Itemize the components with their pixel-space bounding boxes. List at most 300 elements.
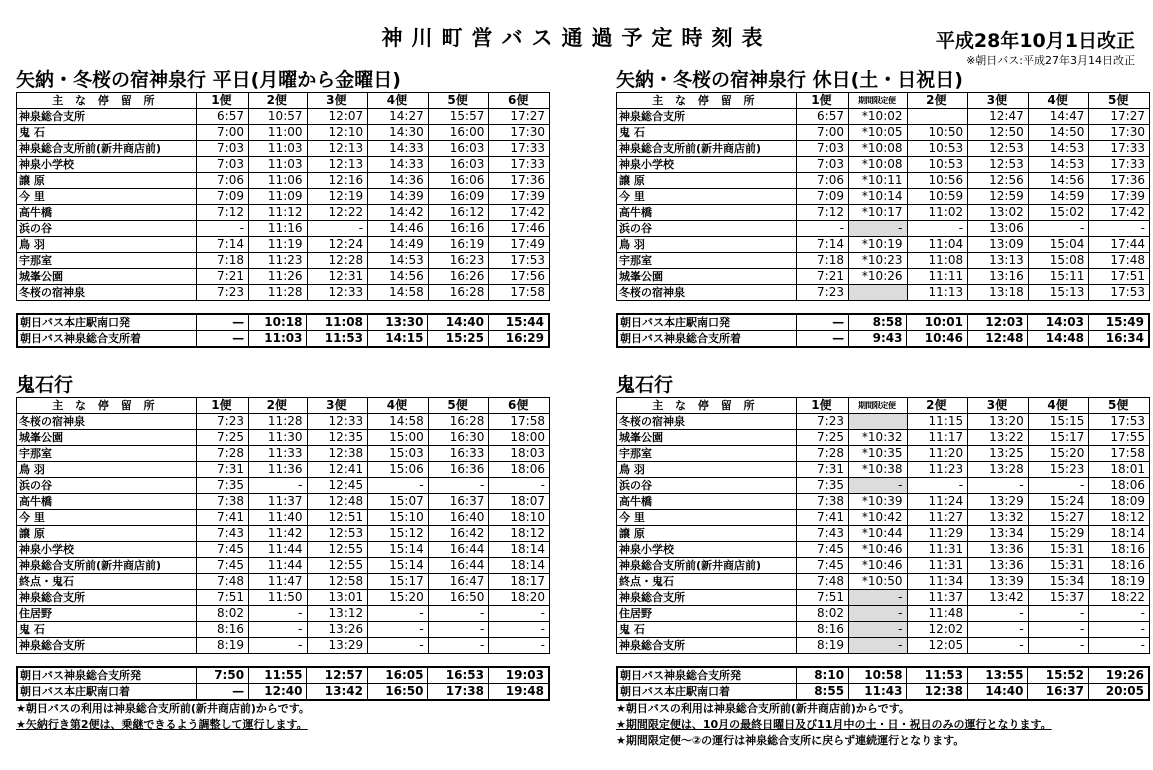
time-cell: *10:17 [849, 205, 908, 221]
time-cell: 12:38 [307, 446, 368, 462]
panel-holiday-outbound [616, 68, 1150, 348]
time-cell: 17:39 [1089, 189, 1150, 205]
connection-time: 8:10 [796, 667, 848, 684]
time-cell: 7:28 [196, 446, 248, 462]
stop-name: 冬桜の宿神泉 [617, 414, 797, 430]
time-cell: *10:44 [849, 526, 908, 542]
time-cell: - [1028, 638, 1089, 654]
table-row [17, 430, 550, 446]
time-cell [849, 414, 908, 430]
time-cell: 7:12 [196, 205, 248, 221]
time-cell: 14:27 [368, 109, 429, 125]
time-cell: - [489, 606, 550, 622]
trip-header: 2便 [907, 398, 968, 414]
time-cell: 18:14 [489, 542, 550, 558]
time-cell: 17:58 [489, 414, 550, 430]
time-cell: - [249, 478, 308, 494]
time-cell: 12:53 [968, 157, 1029, 173]
stop-name: 鬼 石 [17, 622, 197, 638]
time-cell: 12:55 [307, 558, 368, 574]
trip-header: 2便 [249, 93, 308, 109]
connection-time: — [196, 314, 248, 331]
connection-label: 朝日バス本庄駅南口発 [17, 314, 196, 331]
time-cell: 12:10 [307, 125, 368, 141]
connection-time: 11:55 [249, 667, 307, 684]
time-cell: 16:00 [428, 125, 489, 141]
connection-row [17, 684, 549, 701]
stop-name: 鬼 石 [617, 125, 797, 141]
time-cell: 7:12 [796, 205, 848, 221]
time-cell: 7:45 [196, 542, 248, 558]
table-row [617, 414, 1150, 430]
connection-time: 12:48 [967, 331, 1028, 348]
time-cell: - [796, 221, 848, 237]
time-cell: 6:57 [196, 109, 248, 125]
timetable-title: 矢納・冬桜の宿神泉行 平日(月曜から金曜日) [16, 69, 401, 91]
trip-header: 3便 [307, 398, 368, 414]
table-row [617, 430, 1150, 446]
time-cell: 11:37 [907, 590, 968, 606]
time-cell: 14:50 [1028, 125, 1089, 141]
time-cell: - [249, 622, 308, 638]
time-cell: 12:33 [307, 285, 368, 301]
stop-name: 譲 原 [17, 526, 197, 542]
table-row [17, 125, 550, 141]
time-cell: 16:37 [428, 494, 489, 510]
time-cell: 15:06 [368, 462, 429, 478]
time-cell: 15:57 [428, 109, 489, 125]
time-cell: 15:17 [368, 574, 429, 590]
time-cell: 17:56 [489, 269, 550, 285]
table-row [17, 478, 550, 494]
time-cell: 7:00 [196, 125, 248, 141]
time-cell: 7:31 [196, 462, 248, 478]
connection-time: 14:03 [1028, 314, 1089, 331]
time-cell: 15:04 [1028, 237, 1089, 253]
connection-label: 朝日バス本庄駅南口着 [617, 684, 796, 701]
time-cell: 11:28 [249, 414, 308, 430]
connection-time: 11:53 [907, 667, 968, 684]
stop-name: 宇那室 [617, 253, 797, 269]
time-cell: 14:58 [368, 414, 429, 430]
time-cell: 13:06 [968, 221, 1029, 237]
time-cell: 17:33 [1089, 141, 1150, 157]
time-cell: 17:30 [1089, 125, 1150, 141]
stop-name: 城峯公園 [617, 269, 797, 285]
table-row [617, 462, 1150, 478]
time-cell: 13:29 [968, 494, 1029, 510]
time-cell: - [849, 221, 908, 237]
time-cell: 15:34 [1028, 574, 1089, 590]
time-cell: 18:14 [1089, 526, 1150, 542]
time-cell: *10:42 [849, 510, 908, 526]
time-cell: 12:05 [907, 638, 968, 654]
timetable [616, 92, 1150, 301]
connection-label: 朝日バス神泉総合支所発 [17, 667, 196, 684]
time-cell: - [1028, 622, 1089, 638]
time-cell: 12:59 [968, 189, 1029, 205]
time-cell: - [428, 606, 489, 622]
stop-name: 高牛橋 [17, 494, 197, 510]
stop-name: 今 里 [17, 189, 197, 205]
time-cell: 16:12 [428, 205, 489, 221]
time-cell: 15:20 [1028, 446, 1089, 462]
time-cell: 13:28 [968, 462, 1029, 478]
time-cell: - [196, 221, 248, 237]
connection-time: 17:38 [428, 684, 489, 701]
time-cell: 8:16 [196, 622, 248, 638]
connection-time: 14:40 [428, 314, 489, 331]
time-cell: 17:53 [1089, 414, 1150, 430]
time-cell: 13:39 [968, 574, 1029, 590]
time-cell: 16:28 [428, 414, 489, 430]
stop-name: 終点・鬼石 [17, 574, 197, 590]
time-cell: 11:50 [249, 590, 308, 606]
time-cell: 13:02 [968, 205, 1029, 221]
time-cell: 7:51 [796, 590, 848, 606]
time-cell: 13:12 [307, 606, 368, 622]
time-cell: 17:27 [489, 109, 550, 125]
time-cell: 18:07 [489, 494, 550, 510]
time-cell: 15:13 [1028, 285, 1089, 301]
connection-time: 10:58 [849, 667, 907, 684]
stop-name: 城峯公園 [17, 269, 197, 285]
trip-header: 4便 [1028, 398, 1089, 414]
table-row [17, 237, 550, 253]
time-cell: - [907, 221, 968, 237]
time-cell: - [1028, 606, 1089, 622]
time-cell: - [368, 638, 429, 654]
stop-name: 神泉総合支所前(新井商店前) [17, 558, 197, 574]
connection-time: 9:43 [849, 331, 907, 348]
timetable [16, 92, 550, 301]
connection-table [16, 666, 550, 701]
time-cell: 10:57 [249, 109, 308, 125]
time-cell: 11:23 [907, 462, 968, 478]
trip-header: 4便 [1028, 93, 1089, 109]
time-cell: - [907, 478, 968, 494]
connection-time: — [196, 331, 248, 348]
connection-time: 20:05 [1088, 684, 1149, 701]
connection-time: 15:52 [1028, 667, 1089, 684]
stop-name: 神泉総合支所前(新井商店前) [617, 141, 797, 157]
time-cell: 13:26 [307, 622, 368, 638]
trip-header: 1便 [196, 93, 248, 109]
time-cell: 13:29 [307, 638, 368, 654]
time-cell: 15:24 [1028, 494, 1089, 510]
time-cell: 14:58 [368, 285, 429, 301]
time-cell: 16:50 [428, 590, 489, 606]
connection-time: 14:15 [367, 331, 428, 348]
table-row [17, 558, 550, 574]
time-cell: 12:19 [307, 189, 368, 205]
stop-name: 宇那室 [17, 446, 197, 462]
time-cell: 7:23 [796, 285, 848, 301]
table-row [617, 173, 1150, 189]
trip-header: 6便 [489, 93, 550, 109]
table-row [617, 638, 1150, 654]
stop-name: 浜の谷 [17, 221, 197, 237]
time-cell: 14:49 [368, 237, 429, 253]
time-cell: 14:46 [368, 221, 429, 237]
stop-name: 城峯公園 [617, 430, 797, 446]
time-cell: 11:09 [249, 189, 308, 205]
stop-name: 譲 原 [617, 173, 797, 189]
time-cell: 11:31 [907, 558, 968, 574]
trip-header: 6便 [489, 398, 550, 414]
time-cell: 17:39 [489, 189, 550, 205]
time-cell: 18:03 [489, 446, 550, 462]
stop-name: 冬桜の宿神泉 [17, 414, 197, 430]
time-cell: - [1089, 606, 1150, 622]
time-cell: 11:11 [907, 269, 968, 285]
stop-name: 神泉総合支所 [17, 590, 197, 606]
stop-name: 冬桜の宿神泉 [617, 285, 797, 301]
connection-time: 14:48 [1028, 331, 1089, 348]
time-cell: 7:06 [196, 173, 248, 189]
table-row [17, 574, 550, 590]
trip-header: 2便 [249, 398, 308, 414]
time-cell: 11:42 [249, 526, 308, 542]
time-cell: 16:28 [428, 285, 489, 301]
stop-name: 譲 原 [17, 173, 197, 189]
stop-name: 住居野 [617, 606, 797, 622]
revision-date: 平成28年10月1日改正 [935, 30, 1135, 52]
table-row [617, 141, 1150, 157]
table-row [617, 606, 1150, 622]
connection-time: 11:08 [307, 314, 368, 331]
time-cell: 7:38 [196, 494, 248, 510]
stop-name: 今 里 [617, 510, 797, 526]
time-cell: - [428, 478, 489, 494]
time-cell: 12:02 [907, 622, 968, 638]
time-cell: 18:06 [1089, 478, 1150, 494]
time-cell: 12:48 [307, 494, 368, 510]
time-cell: 17:58 [489, 285, 550, 301]
time-cell: 12:22 [307, 205, 368, 221]
time-cell: 7:45 [796, 542, 848, 558]
time-cell: 7:09 [796, 189, 848, 205]
connection-table [616, 313, 1150, 348]
trip-header: 2便 [907, 93, 968, 109]
time-cell: 7:43 [196, 526, 248, 542]
stop-name: 浜の谷 [617, 478, 797, 494]
time-cell: 6:57 [796, 109, 848, 125]
time-cell: 13:36 [968, 558, 1029, 574]
stops-header: 主 な 停 留 所 [617, 93, 797, 109]
table-row [17, 269, 550, 285]
stop-name: 神泉小学校 [17, 542, 197, 558]
time-cell: 11:36 [249, 462, 308, 478]
time-cell: 17:27 [1089, 109, 1150, 125]
connection-time: 19:03 [488, 667, 549, 684]
table-row [17, 173, 550, 189]
time-cell: 12:53 [968, 141, 1029, 157]
panel-weekday-inbound [16, 373, 550, 733]
time-cell: 8:16 [796, 622, 848, 638]
time-cell: - [489, 478, 550, 494]
trip-header: 5便 [428, 398, 489, 414]
time-cell: 14:59 [1028, 189, 1089, 205]
time-cell: - [1028, 478, 1089, 494]
connection-time: 10:18 [249, 314, 307, 331]
time-cell: 18:20 [489, 590, 550, 606]
time-cell: 13:32 [968, 510, 1029, 526]
table-row [617, 510, 1150, 526]
time-cell: 16:47 [428, 574, 489, 590]
time-cell: 7:03 [196, 157, 248, 173]
table-row [617, 478, 1150, 494]
time-cell: - [849, 606, 908, 622]
time-cell: 11:17 [907, 430, 968, 446]
time-cell: *10:08 [849, 157, 908, 173]
time-cell: 13:16 [968, 269, 1029, 285]
connection-time: 12:38 [907, 684, 968, 701]
connection-row [17, 314, 549, 331]
stop-name: 神泉総合支所前(新井商店前) [17, 141, 197, 157]
time-cell: 17:48 [1089, 253, 1150, 269]
trip-header: 期間限定便 [849, 93, 908, 109]
time-cell: 8:02 [196, 606, 248, 622]
time-cell: 11:13 [907, 285, 968, 301]
table-row [17, 590, 550, 606]
time-cell: 11:19 [249, 237, 308, 253]
table-row [617, 622, 1150, 638]
table-row [17, 542, 550, 558]
connection-time: 16:34 [1088, 331, 1149, 348]
time-cell: 7:28 [796, 446, 848, 462]
time-cell: 17:42 [1089, 205, 1150, 221]
time-cell: 11:47 [249, 574, 308, 590]
time-cell: 11:30 [249, 430, 308, 446]
time-cell: - [849, 478, 908, 494]
time-cell: 12:45 [307, 478, 368, 494]
time-cell: 12:55 [307, 542, 368, 558]
time-cell: 15:29 [1028, 526, 1089, 542]
connection-label: 朝日バス神泉総合支所着 [617, 331, 796, 348]
table-row [17, 109, 550, 125]
time-cell: 11:28 [249, 285, 308, 301]
header-row [17, 93, 550, 109]
time-cell: *10:14 [849, 189, 908, 205]
time-cell: - [968, 622, 1029, 638]
time-cell: 18:12 [1089, 510, 1150, 526]
connection-time: 16:50 [367, 684, 428, 701]
table-row [17, 221, 550, 237]
time-cell: 15:31 [1028, 558, 1089, 574]
stop-name: 高牛橋 [617, 205, 797, 221]
time-cell: 11:06 [249, 173, 308, 189]
time-cell: 13:20 [968, 414, 1029, 430]
stop-name: 神泉総合支所 [617, 109, 797, 125]
time-cell: 11:04 [907, 237, 968, 253]
time-cell: *10:32 [849, 430, 908, 446]
time-cell: 15:08 [1028, 253, 1089, 269]
time-cell: 14:56 [368, 269, 429, 285]
table-row [617, 526, 1150, 542]
footnote: ★矢納行き第2便は、乗継できるよう調整して運行します。 [16, 718, 308, 731]
time-cell: 12:31 [307, 269, 368, 285]
time-cell: 7:41 [796, 510, 848, 526]
trip-header: 4便 [368, 93, 429, 109]
table-row [17, 462, 550, 478]
time-cell: *10:46 [849, 558, 908, 574]
time-cell: 17:53 [489, 253, 550, 269]
table-row [617, 253, 1150, 269]
time-cell: 11:48 [907, 606, 968, 622]
time-cell: 15:07 [368, 494, 429, 510]
time-cell: 16:19 [428, 237, 489, 253]
time-cell: 11:40 [249, 510, 308, 526]
trip-header: 1便 [796, 93, 848, 109]
stop-name: 譲 原 [617, 526, 797, 542]
table-row [17, 205, 550, 221]
time-cell: 7:45 [196, 558, 248, 574]
connection-time: 13:30 [367, 314, 428, 331]
connection-time: 15:44 [488, 314, 549, 331]
stop-name: 住居野 [17, 606, 197, 622]
stops-header: 主 な 停 留 所 [17, 398, 197, 414]
trip-header: 1便 [796, 398, 848, 414]
connection-time: 16:05 [367, 667, 428, 684]
time-cell: 15:20 [368, 590, 429, 606]
table-row [617, 574, 1150, 590]
time-cell: 11:02 [907, 205, 968, 221]
table-row [617, 542, 1150, 558]
time-cell: 10:53 [907, 141, 968, 157]
stop-name: 高牛橋 [17, 205, 197, 221]
time-cell: 17:49 [489, 237, 550, 253]
time-cell: 15:37 [1028, 590, 1089, 606]
connection-time: 8:58 [849, 314, 907, 331]
time-cell: *10:50 [849, 574, 908, 590]
time-cell: 13:42 [968, 590, 1029, 606]
connection-time: 15:25 [428, 331, 489, 348]
time-cell: 7:18 [196, 253, 248, 269]
time-cell: 7:03 [796, 157, 848, 173]
connection-time: 11:43 [849, 684, 907, 701]
time-cell: 14:30 [368, 125, 429, 141]
time-cell: 17:53 [1089, 285, 1150, 301]
stop-name: 今 里 [17, 510, 197, 526]
time-cell: 17:44 [1089, 237, 1150, 253]
time-cell: 16:09 [428, 189, 489, 205]
trip-header: 3便 [968, 398, 1029, 414]
time-cell: 14:33 [368, 141, 429, 157]
header-row [617, 93, 1150, 109]
stop-name: 神泉総合支所 [617, 590, 797, 606]
trip-header: 4便 [368, 398, 429, 414]
time-cell: 10:50 [907, 125, 968, 141]
time-cell: 7:14 [196, 237, 248, 253]
time-cell: 15:12 [368, 526, 429, 542]
connection-time: — [796, 314, 848, 331]
connection-time: 12:57 [307, 667, 368, 684]
stop-name: 鳥 羽 [617, 462, 797, 478]
table-row [17, 606, 550, 622]
time-cell: 12:07 [307, 109, 368, 125]
time-cell: 7:35 [796, 478, 848, 494]
connection-row [617, 667, 1149, 684]
trip-header: 5便 [428, 93, 489, 109]
connection-table [16, 313, 550, 348]
time-cell: 14:56 [1028, 173, 1089, 189]
timetable [616, 397, 1150, 654]
stop-name: 浜の谷 [17, 478, 197, 494]
connection-row [617, 331, 1149, 348]
stop-name: 宇那室 [17, 253, 197, 269]
time-cell: 18:09 [1089, 494, 1150, 510]
